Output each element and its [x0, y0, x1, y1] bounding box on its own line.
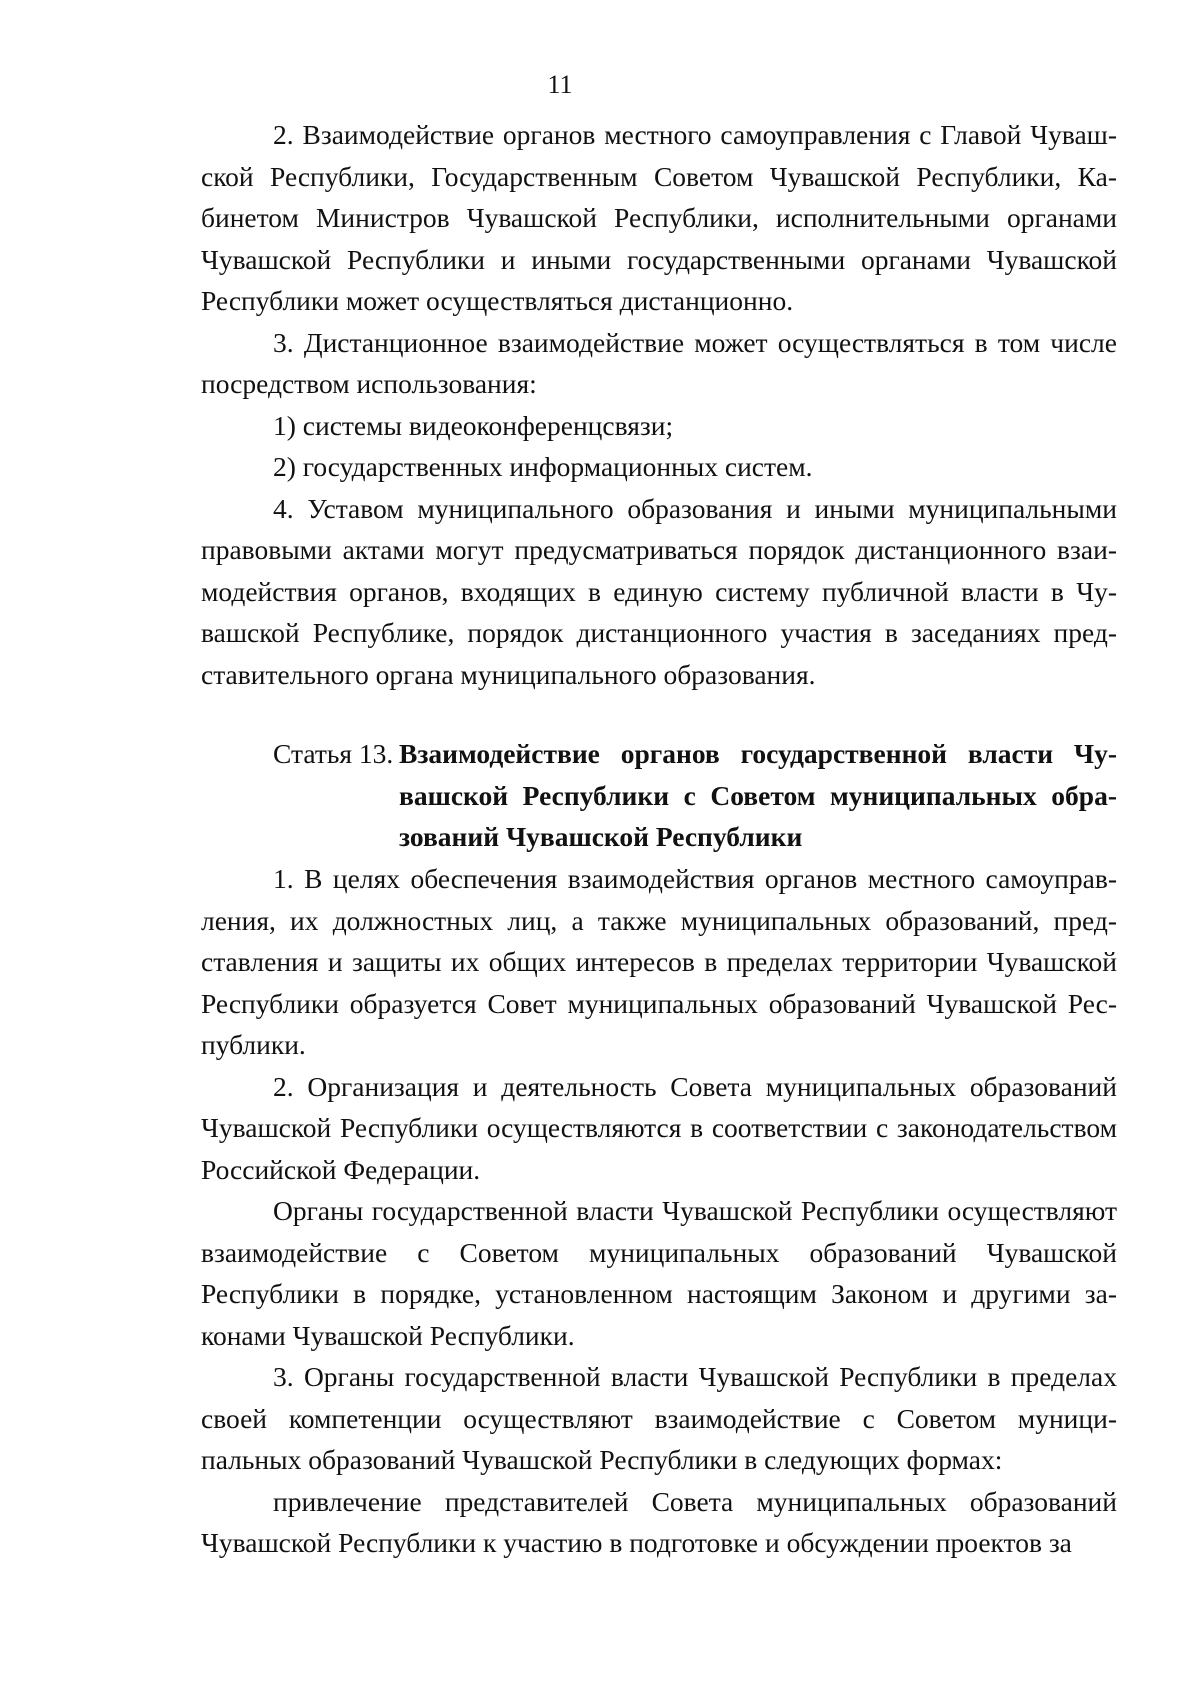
article-13-heading [201, 733, 1117, 858]
article-label: Статья 13. [273, 738, 394, 769]
paragraph-2: 2. Взаимодействие органов местного самоуправления с Главой Чувашской Республики, Государственным Советом Чувашской Республики, Кабинетом Министров Чувашской Республики, исполнительными органами Чувашской Республики и иными государственными органами Чувашской Республики может осуществляться дистанционно. [201, 119, 1117, 316]
list-item-1: 1) системы видеоконференцсвязи; [273, 409, 674, 441]
article-title: Взаимодействие органов государственной власти Чувашской Республики с Советом муниципальных образований Чувашской Республики [399, 738, 1117, 852]
article-13-paragraph-3a: привлечение представителей Совета муниципальных образований Чувашской Республики к участию в подготовке и обсуждении проектов за [201, 1485, 1117, 1558]
article-13-paragraph-2b: Органы государственной власти Чувашской Республики осуществляют взаимодействие с Советом муниципальных образований Чувашской Республики в порядке, установленном настоящим Законом и другими законами Чувашской Республики. [201, 1195, 1117, 1351]
article-13-paragraph-3: 3. Органы государственной власти Чувашской Республики в пределах своей компетенции осуществляют взаимодействие с Советом муниципальных образований Чувашской Республики в следующих формах: [201, 1361, 1117, 1475]
paragraph-4: 4. Уставом муниципального образования и иными муниципальными правовыми актами могут предусматриваться порядок дистанционного взаимодействия органов, входящих в единую систему публичной власти в Чувашской Республике, порядок дистанционного участия в заседаниях представительного органа муниципального образования. [201, 492, 1117, 690]
page-number: 11 [547, 70, 573, 99]
article-13-paragraph-1: 1. В целях обеспечения взаимодействия органов местного самоуправления, их должностных лиц, а также муниципальных образований, представления и защиты их общих интересов в пределах территории Чувашской Республики образуется Совет муниципальных образований Чувашской Республики. [201, 863, 1117, 1060]
list-item-2: 2) государственных информационных систем. [273, 451, 813, 482]
paragraph-3: 3. Дистанционное взаимодействие может осуществляться в том числе посредством использования: [201, 326, 1117, 399]
document-body [201, 114, 1117, 1564]
article-13-paragraph-2: 2. Организация и деятельность Совета муниципальных образований Чувашской Республики осуществляются в соответствии с законодательством Российской Федерации. [201, 1070, 1117, 1185]
